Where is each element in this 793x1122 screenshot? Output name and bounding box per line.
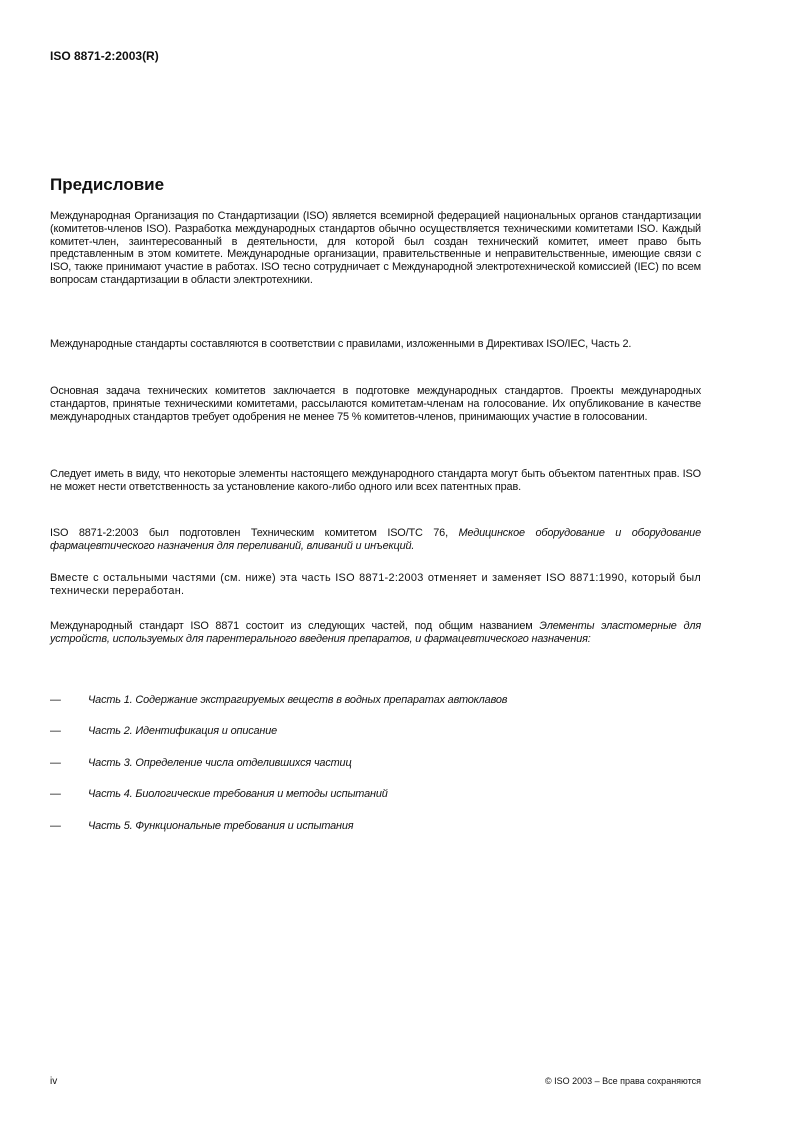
prepared-by-text: ISO 8871-2:2003 был подготовлен Техническим комитетом ISO/TC 76,: [50, 527, 459, 539]
paragraph-parts: [50, 620, 701, 646]
paragraph-patents: Следует иметь в виду, что некоторые элементы настоящего международного стандарта могут быть объектом патентных прав. ISO не может нести ответственность за установление какого-либо одного или всех патентных прав.: [50, 468, 701, 493]
list-item-text: Часть 5. Функциональные требования и испытания: [88, 820, 354, 832]
dash-bullet: —: [50, 694, 61, 706]
list-item-text: Часть 3. Определение числа отделившихся частиц: [88, 757, 352, 769]
paragraph-directives: Международные стандарты составляются в соответствии с правилами, изложенными в Директивах ISO/IEC, Часть 2.: [50, 338, 632, 350]
paragraph-replaces: Вместе с остальными частями (см. ниже) эта часть ISO 8871-2:2003 отменяет и заменяет ISO 8871:1990, который был технически переработан.: [50, 572, 701, 597]
paragraph-iso-intro: Международная Организация по Стандартизации (ISO) является всемирной федерацией национальных органов стандартизации (комитетов-членов ISO). Разработка международных стандартов обычно осуществляется техническими комитетами ISO. Каждый комитет-член, заинтересованный в деятельности, для которой был создан технический комитет, имеет право быть представленным в этом комитете. Международные организации, правительственные и неправительственные, имеющие связи с ISO, также принимают участие в работах. ISO тесно сотрудничает с Международной электротехнической комиссией (IEC) по всем вопросам стандартизации в области электротехники.: [50, 210, 701, 286]
committee-title: Медицинское оборудование и оборудование фармацевтического назначения для переливаний, вливаний и инъекций.: [50, 527, 701, 552]
parts-intro-text: Международный стандарт ISO 8871 состоит из следующих частей, под общим названием: [50, 620, 540, 632]
page-number: iv: [50, 1076, 58, 1087]
series-title: Элементы эластомерные для устройств, используемых для парентерального введения препаратов, и фармацевтического назначения:: [50, 620, 701, 645]
dash-bullet: —: [50, 788, 61, 800]
dash-bullet: —: [50, 820, 61, 832]
paragraph-prepared-by: [50, 527, 701, 553]
list-item-text: Часть 2. Идентификация и описание: [88, 725, 278, 737]
document-id-header: ISO 8871-2:2003(R): [50, 49, 159, 63]
list-item-text: Часть 1. Содержание экстрагируемых веществ в водных препаратах автоклавов: [88, 694, 508, 706]
paragraph-committees: Основная задача технических комитетов заключается в подготовке международных стандартов. Проекты международных стандартов, принятые техническими комитетами, рассылаются комитетам-членам на голосование. Их опубликование в качестве международных стандартов требует одобрения не менее 75 % комитетов-членов, принимающих участие в голосовании.: [50, 385, 701, 423]
list-item-text: Часть 4. Биологические требования и методы испытаний: [88, 788, 388, 800]
section-title: Предисловие: [50, 175, 165, 194]
dash-bullet: —: [50, 757, 61, 769]
copyright-notice: © ISO 2003 – Все права сохраняются: [544, 1076, 701, 1086]
dash-bullet: —: [50, 725, 61, 737]
